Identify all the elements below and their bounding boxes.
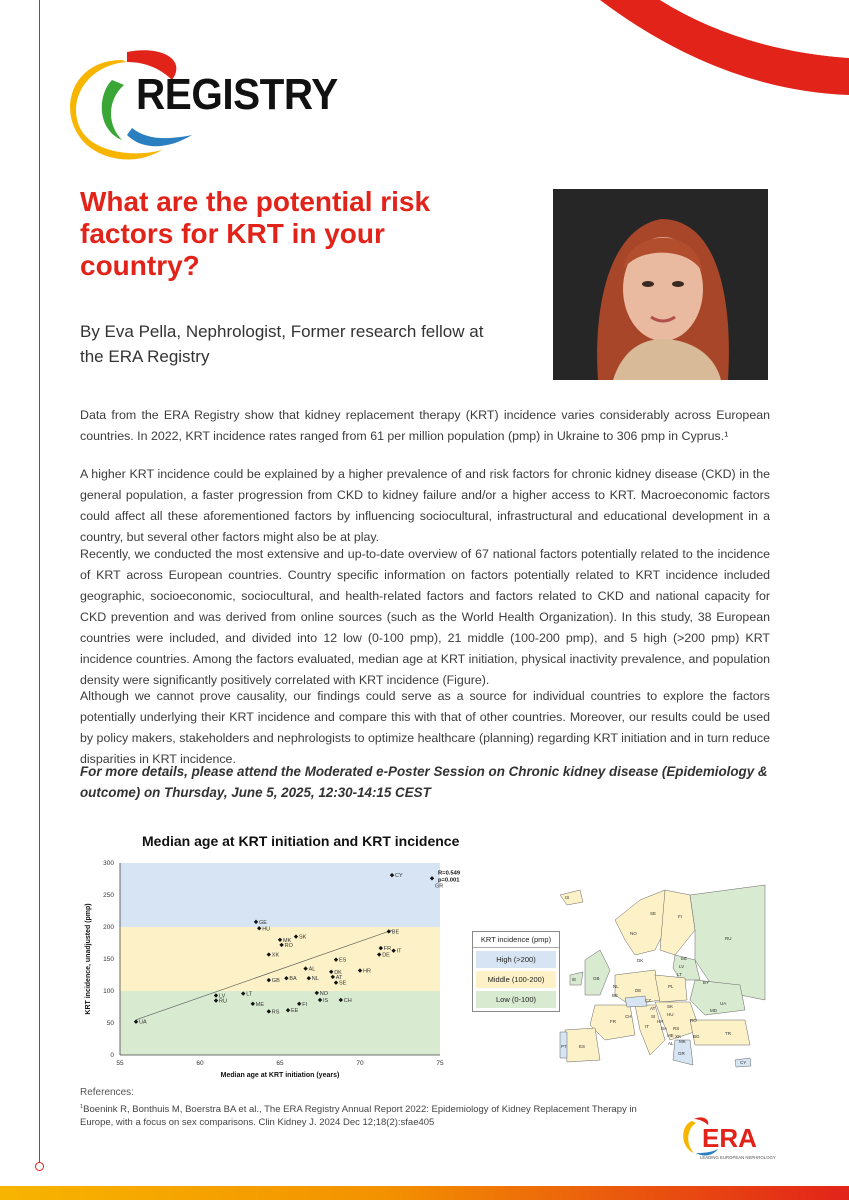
author-byline: By Eva Pella, Nephrologist, Former research fellow at the ERA Registry	[80, 322, 484, 366]
map-label-gr: GR	[678, 1051, 685, 1056]
y-axis-label: KRT incidence, unadjusted (pmp)	[85, 903, 92, 1015]
registry-logo-text: REGISTRY	[136, 70, 338, 119]
data-label-ge: GE	[259, 919, 267, 926]
map-label-si: SI	[651, 1014, 656, 1019]
europe-map	[555, 880, 765, 1070]
session-info: For more details, please attend the Moderated e-Poster Session on Chronic kidney disease (Epidemiology & outcome) on Thursday, June 5, 2025, 12:30-14:15 CEST	[80, 764, 768, 800]
map-label-tr: TR	[725, 1031, 731, 1036]
x-tick-label: 75	[436, 1060, 444, 1067]
data-label-at: AT	[335, 974, 343, 981]
y-tick-label: 250	[103, 892, 114, 899]
map-label-lt: LT	[677, 972, 682, 977]
data-label-fi: FI	[302, 1001, 308, 1008]
map-label-cy: CY	[740, 1060, 747, 1065]
article-title: What are the potential risk factors for KRT in your country?	[80, 186, 431, 281]
stat-annotation: p=0.001	[438, 877, 460, 884]
paragraph-2: A higher KRT incidence could be explained by a higher prevalence of and risk factors for chronic kidney disease (CKD) in the general population, a faster progression from CKD to kidney failure and/or a higher access to KRT. Macroeconomic factors could affect all these aforementioned factors by influencing sociocultural, infrastructural and educational development in a country, but several other factors might also be at play.	[80, 467, 770, 544]
data-label-be: BE	[391, 929, 400, 936]
era-logo-text: ERA	[702, 1123, 757, 1153]
paragraph-3: Recently, we conducted the most extensive and up-to-date overview of 67 national factors potentially related to the incidence of KRT across European countries. Country specific information on factors potentially related to KRT incidence included geographic, socioeconomic, sociocultural, and health-related factors and factors related to CKD and national capacity for CKD prevention and was derived from online sources (such as the World Health Organization). In this study, 38 European countries were included, and divided into 12 low (0-100 pmp), 21 middle (100-200 pmp), and 5 high (>200 pmp) KRT incidence countries. Among the factors evaluated, median age at KRT initiation, physical inactivity prevalence, and population density were significantly positively correlated with KRT incidence (Figure).	[80, 547, 770, 687]
y-tick-label: 150	[103, 956, 114, 963]
map-label-rs: RS	[673, 1026, 680, 1031]
y-tick-label: 50	[106, 1020, 114, 1027]
map-label-es: ES	[579, 1044, 586, 1049]
y-tick-label: 100	[103, 988, 114, 995]
data-label-ro: RO	[284, 942, 293, 949]
map-label-ee: EE	[681, 956, 688, 961]
data-label-lv: LV	[219, 993, 226, 1000]
x-tick-label: 65	[276, 1060, 284, 1067]
map-label-is: IS	[565, 895, 570, 900]
map-label-se: SE	[650, 911, 657, 916]
legend-item-high: High (>200)	[476, 951, 556, 968]
data-label-it: IT	[396, 948, 402, 955]
map-label-al: AL	[668, 1041, 674, 1046]
x-tick-label: 60	[196, 1060, 204, 1067]
y-tick-label: 300	[103, 860, 114, 867]
reference-1	[80, 1101, 640, 1129]
map-label-ro: RO	[690, 1018, 697, 1023]
stat-annotation: R=0.549	[438, 870, 461, 877]
map-label-ua: UA	[720, 1001, 727, 1006]
map-label-ba: BA	[661, 1026, 668, 1031]
corner-swoosh-graphic	[600, 0, 849, 110]
map-label-cz: CZ	[645, 998, 651, 1003]
map-label-hr: HR	[657, 1019, 664, 1024]
map-label-bg: BG	[693, 1034, 700, 1039]
reference-number: 1	[80, 1104, 84, 1110]
references-heading: References:	[80, 1087, 134, 1098]
reference-text: Boenink R, Bonthuis M, Boerstra BA et al., The ERA Registry Annual Report 2022: Epidemiology of Kidney Replacement Therapy in Europe, with a focus on sex comparisons. Clin Kidney J. 2024 Dec 12;18(2):sfae405	[80, 1104, 637, 1129]
paragraph-4: Although we cannot prove causality, our findings could serve as a source for individual countries to explore the factors potentially underlying their KRT incidence and compare this with that of other countries. Moreover, our results could be used by policy makers, stakeholders and nephrologists to optimize healthcare (planning) regarding KRT initiation and in turn reduce disparities in KRT incidence.	[80, 689, 770, 766]
chart-legend	[472, 931, 560, 1012]
margin-dot	[35, 1162, 44, 1171]
map-label-ie: IE	[572, 977, 577, 982]
scatter-chart	[80, 855, 461, 1085]
data-label-se: SE	[339, 980, 347, 987]
legend-title: KRT incidence (pmp)	[473, 932, 559, 948]
data-label-mk: MK	[283, 937, 292, 944]
y-tick-label: 0	[110, 1052, 114, 1059]
map-label-it: IT	[645, 1024, 649, 1029]
data-label-ch: CH	[343, 997, 352, 1004]
chart-band-2	[120, 863, 440, 927]
data-label-dk: DK	[334, 969, 342, 976]
map-label-ru: RU	[725, 936, 732, 941]
map-label-sk: SK	[667, 1004, 674, 1009]
data-label-xk: XK	[271, 952, 280, 959]
map-label-fi: FI	[678, 914, 682, 919]
map-label-lv: LV	[679, 964, 685, 969]
chart-title: Median age at KRT initiation and KRT incidence	[142, 833, 460, 849]
x-tick-label: 70	[356, 1060, 364, 1067]
data-label-hr: HR	[363, 968, 371, 975]
data-label-me: ME	[255, 1001, 265, 1008]
data-label-nl: NL	[311, 976, 319, 983]
data-label-ee: EE	[291, 1008, 299, 1015]
map-label-me: ME	[667, 1033, 674, 1038]
map-label-dk: DK	[637, 958, 644, 963]
chart-band-0	[120, 991, 440, 1055]
legend-item-middle: Middle (100-200)	[476, 971, 556, 988]
map-label-pl: PL	[668, 984, 674, 989]
data-label-ru: RU	[219, 998, 227, 1005]
map-label-de: DE	[635, 988, 642, 993]
map-label-md: MD	[710, 1008, 717, 1013]
data-label-no: NO	[319, 990, 329, 997]
data-label-gr: GR	[435, 883, 444, 890]
data-label-de: DE	[382, 952, 390, 959]
map-label-pt: PT	[561, 1044, 567, 1049]
map-label-fr: FR	[610, 1019, 616, 1024]
bottom-color-bar	[0, 1186, 849, 1200]
x-tick-label: 55	[116, 1060, 124, 1067]
paragraph-1: Data from the ERA Registry show that kidney replacement therapy (KRT) incidence varies considerably across European countries. In 2022, KRT incidence rates ranged from 61 per million population (pmp) in Ukraine to 306 pmp in Cyprus.¹	[80, 408, 770, 443]
author-portrait	[553, 189, 768, 380]
map-label-gb: GB	[593, 976, 600, 981]
map-label-xk: XK	[675, 1034, 682, 1039]
era-tagline: LEADING EUROPEAN NEPHROLOGY	[700, 1155, 776, 1160]
map-label-at: AT	[650, 1006, 656, 1011]
data-label-ba: BA	[289, 976, 297, 983]
map-label-be: BE	[612, 993, 619, 998]
data-label-cy: CY	[395, 873, 403, 880]
map-label-ch: CH	[625, 1014, 632, 1019]
left-margin-rule	[39, 0, 40, 1170]
data-label-is: IS	[323, 997, 329, 1004]
data-label-sk: SK	[299, 934, 307, 941]
data-label-es: ES	[339, 957, 347, 964]
data-label-ua: UA	[139, 1019, 147, 1026]
map-label-no: NO	[630, 931, 637, 936]
map-label-mk: MK	[679, 1039, 686, 1044]
map-label-nl: NL	[613, 984, 619, 989]
x-axis-label: Median age at KRT initiation (years)	[220, 1072, 340, 1079]
data-label-gb: GB	[271, 978, 280, 985]
era-logo	[680, 1113, 780, 1163]
chart-band-1	[120, 927, 440, 991]
legend-item-low: Low (0-100)	[476, 991, 556, 1008]
data-label-hu: HU	[262, 926, 271, 933]
map-label-by: BY	[703, 980, 710, 985]
data-label-rs: RS	[271, 1009, 280, 1016]
data-label-fr: FR	[383, 946, 392, 953]
data-label-lt: LT	[246, 991, 253, 998]
y-tick-label: 200	[103, 924, 114, 931]
data-label-al: AL	[308, 966, 316, 973]
map-label-hu: HU	[667, 1012, 674, 1017]
